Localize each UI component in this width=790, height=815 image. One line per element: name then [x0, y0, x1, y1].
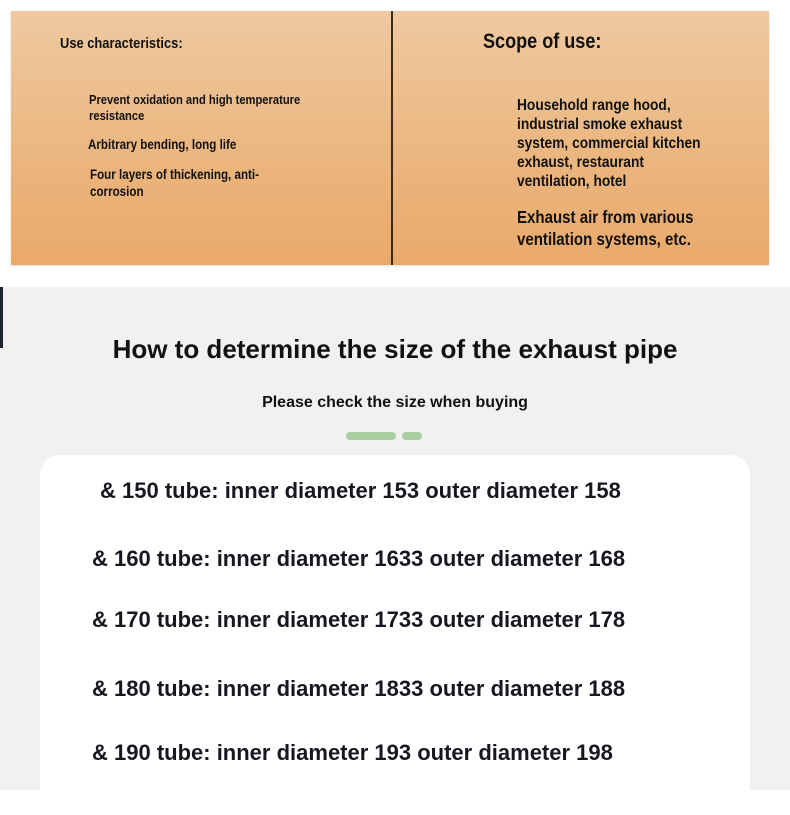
- size-row: & 190 tube: inner diameter 193 outer diameter 198: [92, 740, 613, 765]
- scope-line: system, commercial kitchen: [517, 135, 701, 152]
- scope-extra: ventilation systems, etc.: [517, 229, 691, 249]
- decor-pill-short: [402, 432, 422, 440]
- characteristic-item: resistance: [89, 108, 145, 123]
- size-row: & 160 tube: inner diameter 1633 outer diameter 168: [92, 546, 626, 571]
- scope-extra: Exhaust air from various: [517, 207, 694, 227]
- size-row: & 180 tube: inner diameter 1833 outer diameter 188: [92, 676, 626, 701]
- size-row: & 150 tube: inner diameter 153 outer diameter 158: [100, 478, 621, 503]
- decor-pill-long: [346, 432, 396, 440]
- scope-line: Household range hood,: [517, 97, 671, 114]
- characteristic-item: Prevent oxidation and high temperature: [89, 92, 301, 107]
- sizing-subtitle: Please check the size when buying: [262, 394, 528, 411]
- sizing-title: How to determine the size of the exhaust pipe: [112, 334, 678, 364]
- sizing-section: [0, 287, 790, 790]
- scope-line: exhaust, restaurant: [517, 154, 644, 171]
- scope-heading: Scope of use:: [483, 30, 602, 53]
- features-panel: [11, 11, 769, 265]
- characteristic-item: Four layers of thickening, anti-: [90, 167, 260, 182]
- characteristics-heading: Use characteristics:: [60, 35, 183, 52]
- characteristic-item: Arbitrary bending, long life: [88, 137, 237, 152]
- scope-line: ventilation, hotel: [517, 173, 627, 190]
- size-card: [40, 455, 750, 815]
- column-divider: [391, 11, 393, 265]
- characteristic-item: corrosion: [90, 184, 144, 199]
- size-row: & 170 tube: inner diameter 1733 outer diameter 178: [92, 607, 626, 632]
- scope-line: industrial smoke exhaust: [517, 116, 683, 133]
- features-section: [0, 0, 790, 287]
